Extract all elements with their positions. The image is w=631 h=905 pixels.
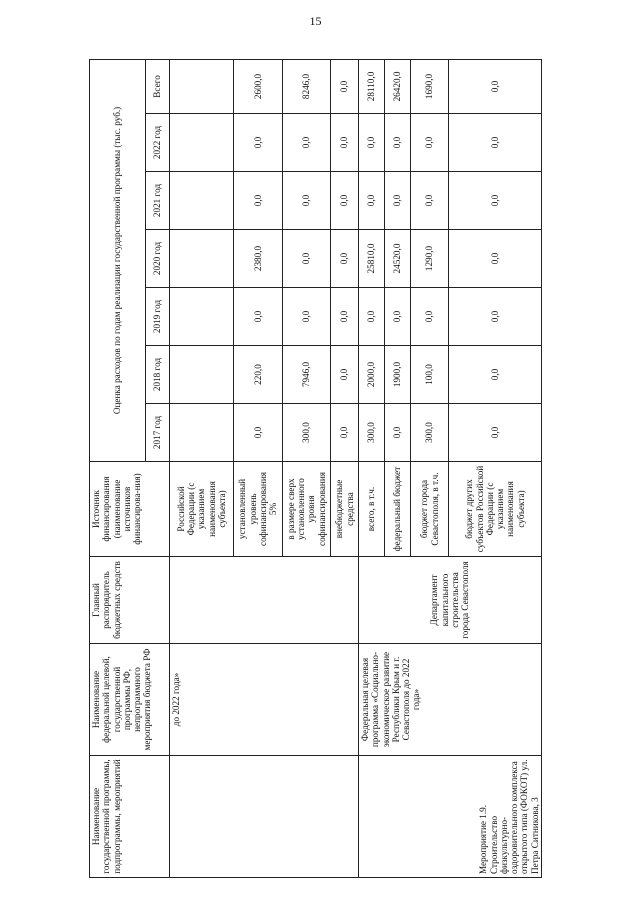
value-cell: 7946,0 bbox=[282, 346, 330, 404]
header-row bbox=[90, 59, 146, 877]
value-cell: 0,0 bbox=[449, 230, 542, 288]
header-year-2022: 2022 год bbox=[145, 114, 169, 172]
value-cell: 2380,0 bbox=[234, 230, 282, 288]
value-cell: 0,0 bbox=[331, 59, 359, 113]
source-cell: Российской Федерации (с указанием наименования субъекта) bbox=[169, 462, 234, 557]
source-cell: бюджет города Севастополя, в т.ч. bbox=[410, 462, 449, 557]
measure-federal: Федеральная целевая программа «Социально-экономическое развитие Республики Крым и г. Севастополя до 2022 года» bbox=[359, 644, 542, 756]
value-cell: 0,0 bbox=[331, 404, 359, 462]
value-cell bbox=[169, 288, 234, 346]
header-total: Всего bbox=[145, 59, 169, 113]
value-cell: 25810,0 bbox=[359, 230, 385, 288]
value-cell: 0,0 bbox=[410, 114, 449, 172]
value-cell: 0,0 bbox=[449, 114, 542, 172]
value-cell: 0,0 bbox=[359, 172, 385, 230]
header-name: Наименование государственной программы, подпрограммы, мероприятий bbox=[90, 756, 170, 878]
value-cell: 0,0 bbox=[359, 114, 385, 172]
value-cell bbox=[169, 230, 234, 288]
value-cell: 220,0 bbox=[234, 346, 282, 404]
source-cell: федеральный бюджет bbox=[384, 462, 410, 557]
header-manager: Главный распорядитель бюджетных средств bbox=[90, 557, 170, 644]
value-cell bbox=[169, 114, 234, 172]
value-cell bbox=[169, 59, 234, 113]
value-cell: 0,0 bbox=[234, 172, 282, 230]
value-cell: 1900,0 bbox=[384, 346, 410, 404]
value-cell: 0,0 bbox=[282, 172, 330, 230]
budget-table bbox=[89, 59, 542, 878]
source-cell: бюджет других субъектов Российской Федерации (с указанием наименования субъекта) bbox=[449, 462, 542, 557]
measure-manager: Департамент капитального строительства города Севастополя bbox=[359, 557, 542, 644]
value-cell: 0,0 bbox=[449, 404, 542, 462]
value-cell: 2600,0 bbox=[234, 59, 282, 113]
value-cell: 0,0 bbox=[282, 230, 330, 288]
source-cell: в размере сверх установленного уровня софинансирования bbox=[282, 462, 330, 557]
value-cell: 0,0 bbox=[282, 288, 330, 346]
source-cell: всего, в т.ч. bbox=[359, 462, 385, 557]
value-cell: 8246,0 bbox=[282, 59, 330, 113]
value-cell: 24520,0 bbox=[384, 230, 410, 288]
value-cell: 0,0 bbox=[384, 114, 410, 172]
value-cell: 0,0 bbox=[384, 288, 410, 346]
value-cell: 28110,0 bbox=[359, 59, 385, 113]
value-cell: 0,0 bbox=[234, 404, 282, 462]
value-cell: 0,0 bbox=[449, 346, 542, 404]
table-row bbox=[169, 59, 234, 877]
page-number: 15 bbox=[309, 14, 322, 28]
value-cell: 0,0 bbox=[234, 114, 282, 172]
value-cell: 1690,0 bbox=[410, 59, 449, 113]
value-cell: 0,0 bbox=[449, 288, 542, 346]
value-cell bbox=[169, 404, 234, 462]
header-year-2018: 2018 год bbox=[145, 346, 169, 404]
value-cell bbox=[169, 172, 234, 230]
header-estimate: Оценка расходов по годам реализации государственной программы (тыс. руб.) bbox=[90, 59, 146, 461]
source-cell: внебюджетные средства bbox=[331, 462, 359, 557]
value-cell: 2000,0 bbox=[359, 346, 385, 404]
value-cell: 0,0 bbox=[331, 172, 359, 230]
header-year-2019: 2019 год bbox=[145, 288, 169, 346]
prev-federal: до 2022 года» bbox=[169, 644, 358, 756]
value-cell bbox=[169, 346, 234, 404]
value-cell: 0,0 bbox=[384, 404, 410, 462]
header-source: Источник финансирования (наименование источников финансирова-ния) bbox=[90, 462, 170, 557]
header-year-2020: 2020 год bbox=[145, 230, 169, 288]
source-cell: установленный уровень софинансирования 5% bbox=[234, 462, 282, 557]
value-cell: 0,0 bbox=[331, 288, 359, 346]
table-row bbox=[359, 59, 385, 877]
value-cell: 0,0 bbox=[449, 59, 542, 113]
value-cell: 0,0 bbox=[331, 114, 359, 172]
value-cell: 300,0 bbox=[359, 404, 385, 462]
value-cell: 0,0 bbox=[359, 288, 385, 346]
value-cell: 26420,0 bbox=[384, 59, 410, 113]
measure-name: Мероприятие 1.9. Строительство физкультурно-оздоровительного комплекса открытого типа (ФОКОТ) ул. Петра Ситникова, 3 bbox=[359, 756, 542, 878]
value-cell: 0,0 bbox=[234, 288, 282, 346]
value-cell: 0,0 bbox=[449, 172, 542, 230]
header-federal: Наименование федеральной целевой, государственной программы РФ, непрограммного мероприятия бюджета РФ bbox=[90, 644, 170, 756]
value-cell: 300,0 bbox=[282, 404, 330, 462]
value-cell: 0,0 bbox=[282, 114, 330, 172]
value-cell: 1290,0 bbox=[410, 230, 449, 288]
header-year-2021: 2021 год bbox=[145, 172, 169, 230]
value-cell: 0,0 bbox=[410, 172, 449, 230]
value-cell: 100,0 bbox=[410, 346, 449, 404]
value-cell: 0,0 bbox=[331, 230, 359, 288]
value-cell: 300,0 bbox=[410, 404, 449, 462]
rotated-table-container bbox=[89, 60, 542, 878]
value-cell: 0,0 bbox=[331, 346, 359, 404]
value-cell: 0,0 bbox=[384, 172, 410, 230]
header-year-2017: 2017 год bbox=[145, 404, 169, 462]
value-cell: 0,0 bbox=[410, 288, 449, 346]
